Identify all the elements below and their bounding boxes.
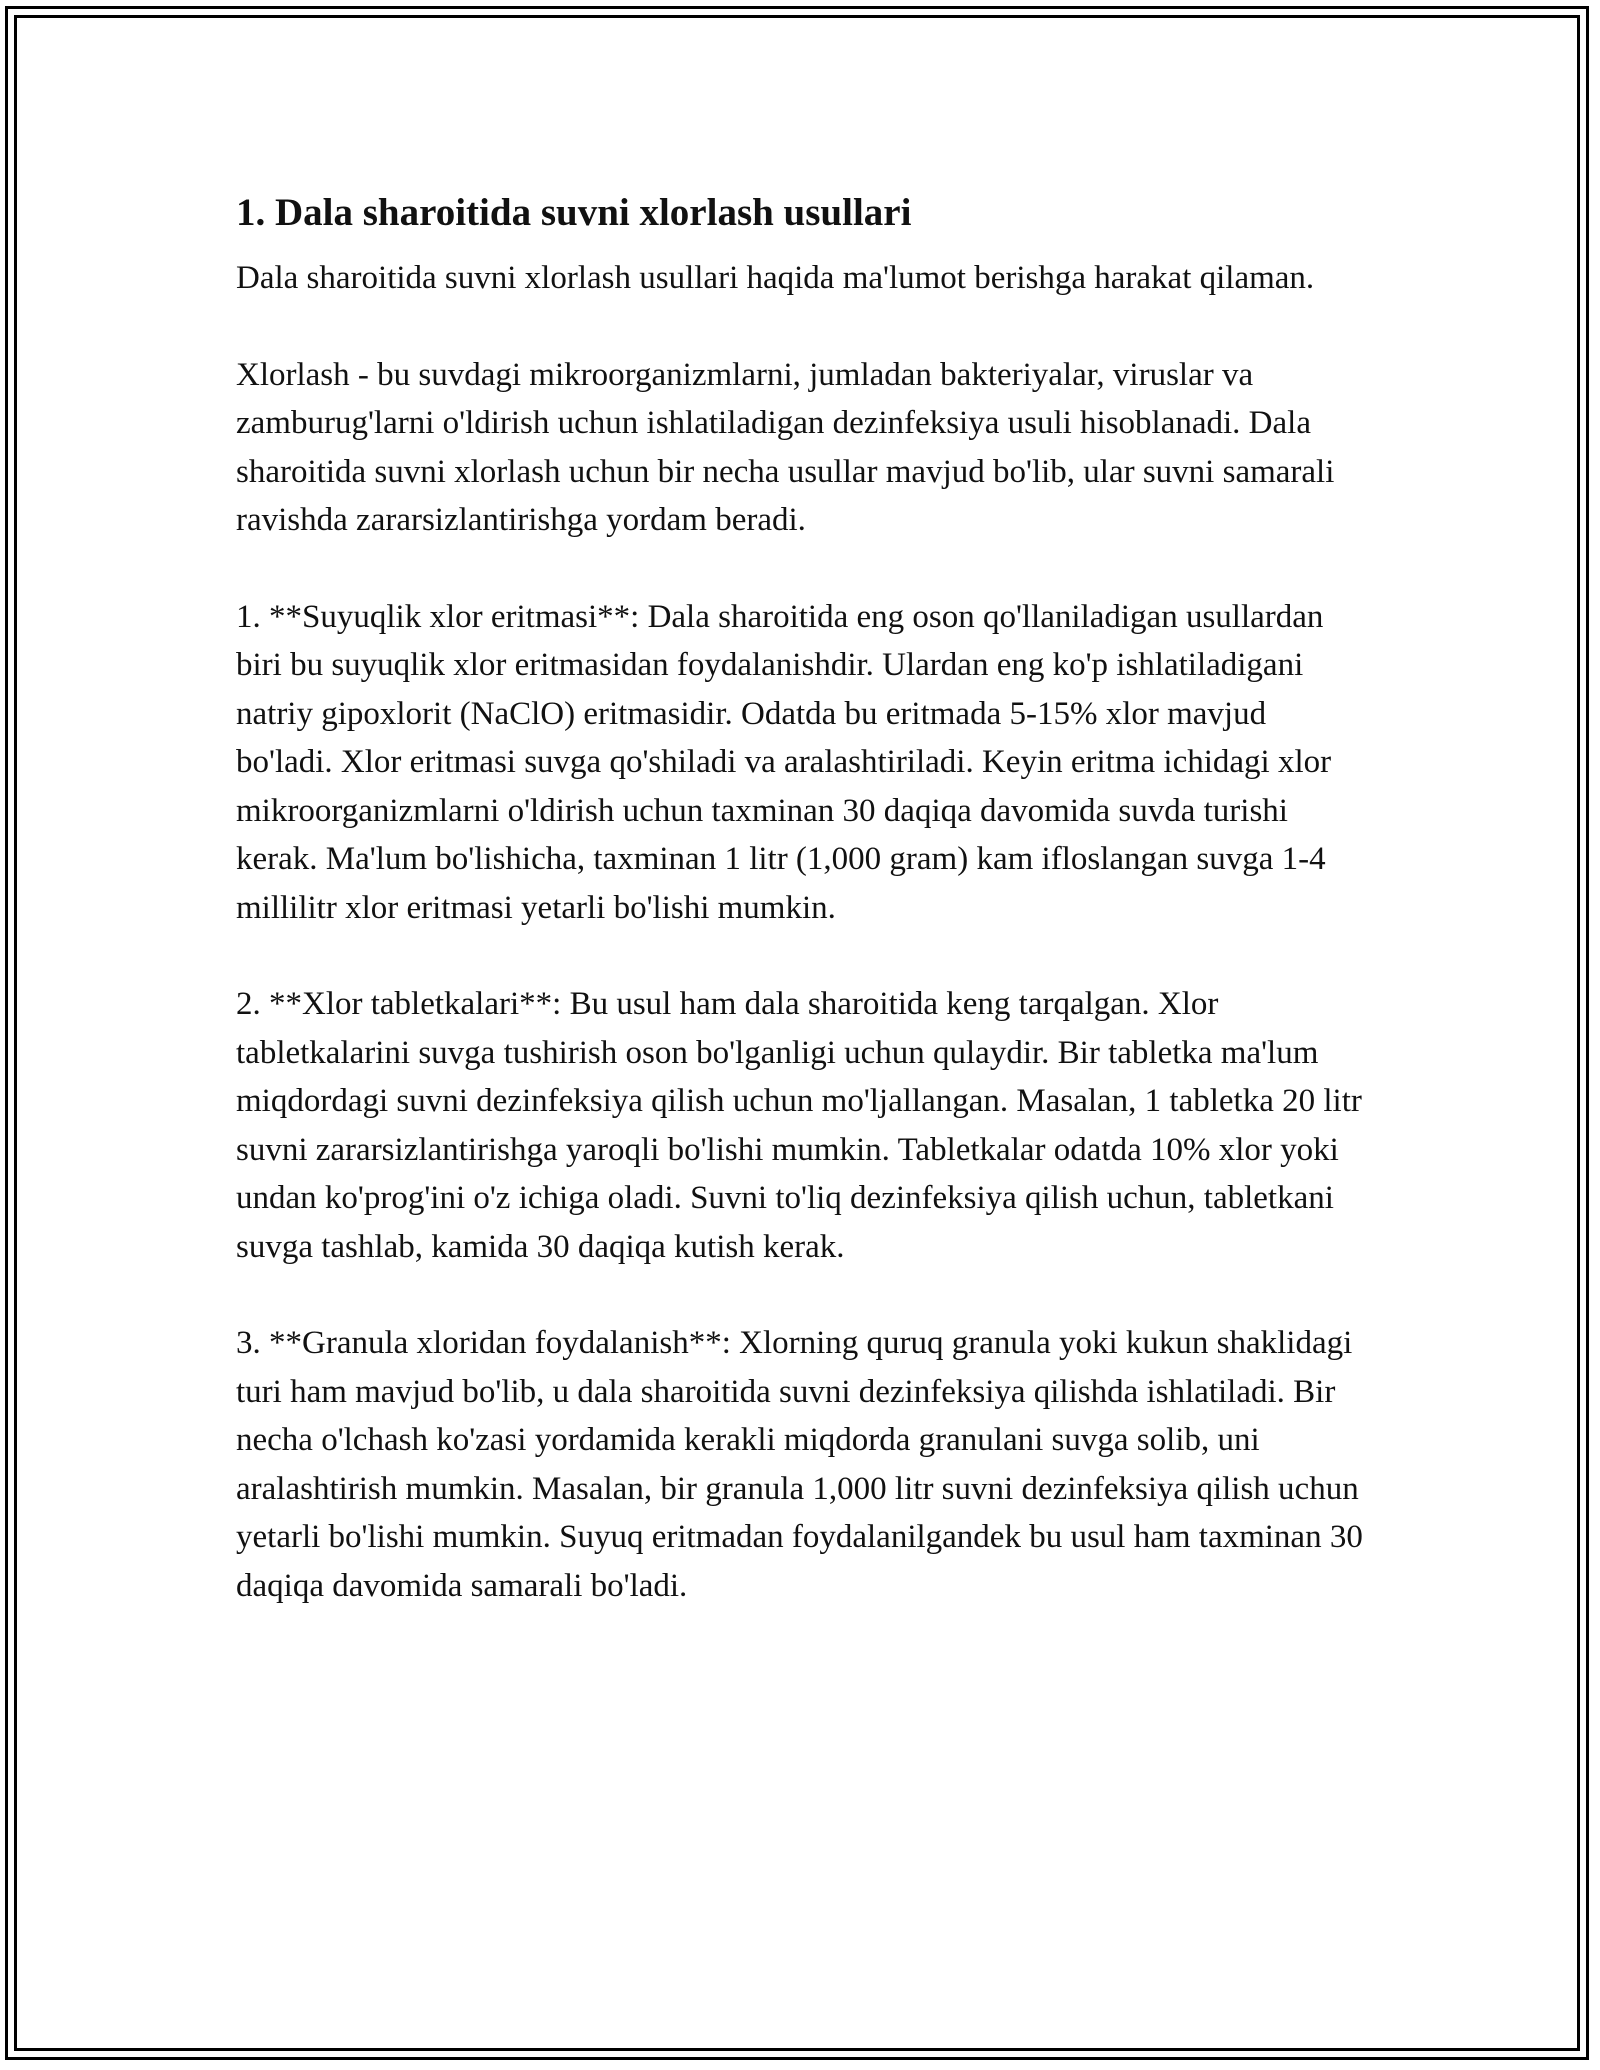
document-title: 1. Dala sharoitida suvni xlorlash usullari: [236, 191, 912, 234]
paragraph-definition: Xlorlash - bu suvdagi mikroorganizmlarni, jumladan bakteriyalar, viruslar va zamburug'larni o'ldirish uchun ishlatiladigan dezinfeksiya usuli hisoblanadi. Dala sharoitida suvni xlorlash uchun bir necha usullar mavjud bo'lib, ular suvni samarali ravishda zararsizlantirishga yordam beradi.: [236, 356, 1335, 538]
document-body: [236, 184, 1366, 1610]
paragraph-method-liquid-chlorine: 1. **Suyuqlik xlor eritmasi**: Dala sharoitida eng oson qo'llaniladigan usullardan biri bu suyuqlik xlor eritmasidan foydalanishdir. Ulardan eng ko'p ishlatiladigani natriy gipoxlorit (NaClO) eritmasidir. Odatda bu eritmada 5-15% xlor mavjud bo'ladi. Xlor eritmasi suvga qo'shiladi va aralashtiriladi. Keyin eritma ichidagi xlor mikroorganizmlarni o'ldirish uchun taxminan 30 daqiqa davomida suvda turishi kerak. Ma'lum bo'lishicha, taxminan 1 litr (1,000 gram) kam ifloslangan suvga 1-4 millilitr xlor eritmasi yetarli bo'lishi mumkin.: [236, 598, 1332, 926]
paragraph-method-chlorine-tablets: 2. **Xlor tabletkalari**: Bu usul ham dala sharoitida keng tarqalgan. Xlor tabletkalarini suvga tushirish oson bo'lganligi uchun qulaydir. Bir tabletka ma'lum miqdordagi suvni dezinfeksiya qilish uchun mo'ljallangan. Masalan, 1 tabletka 20 litr suvni zararsizlantirishga yaroqli bo'lishi mumkin. Tabletkalar odatda 10% xlor yoki undan ko'prog'ini o'z ichiga oladi. Suvni to'liq dezinfeksiya qilish uchun, tabletkani suvga tashlab, kamida 30 daqiqa kutish kerak.: [236, 986, 1362, 1265]
paragraph-intro: Dala sharoitida suvni xlorlash usullari haqida ma'lumot berishga harakat qilaman.: [236, 260, 1315, 296]
paragraph-method-chlorine-granules: 3. **Granula xloridan foydalanish**: Xlorning quruq granula yoki kukun shaklidagi turi ham mavjud bo'lib, u dala sharoitida suvni dezinfeksiya qilishda ishlatiladi. Bir necha o'lchash ko'zasi yordamida kerakli miqdorda granulani suvga solib, uni aralashtirish mumkin. Masalan, bir granula 1,000 litr suvni dezinfeksiya qilish uchun yetarli bo'lishi mumkin. Suyuq eritmadan foydalanilgandek bu usul ham taxminan 30 daqiqa davomida samarali bo'ladi.: [236, 1325, 1363, 1604]
